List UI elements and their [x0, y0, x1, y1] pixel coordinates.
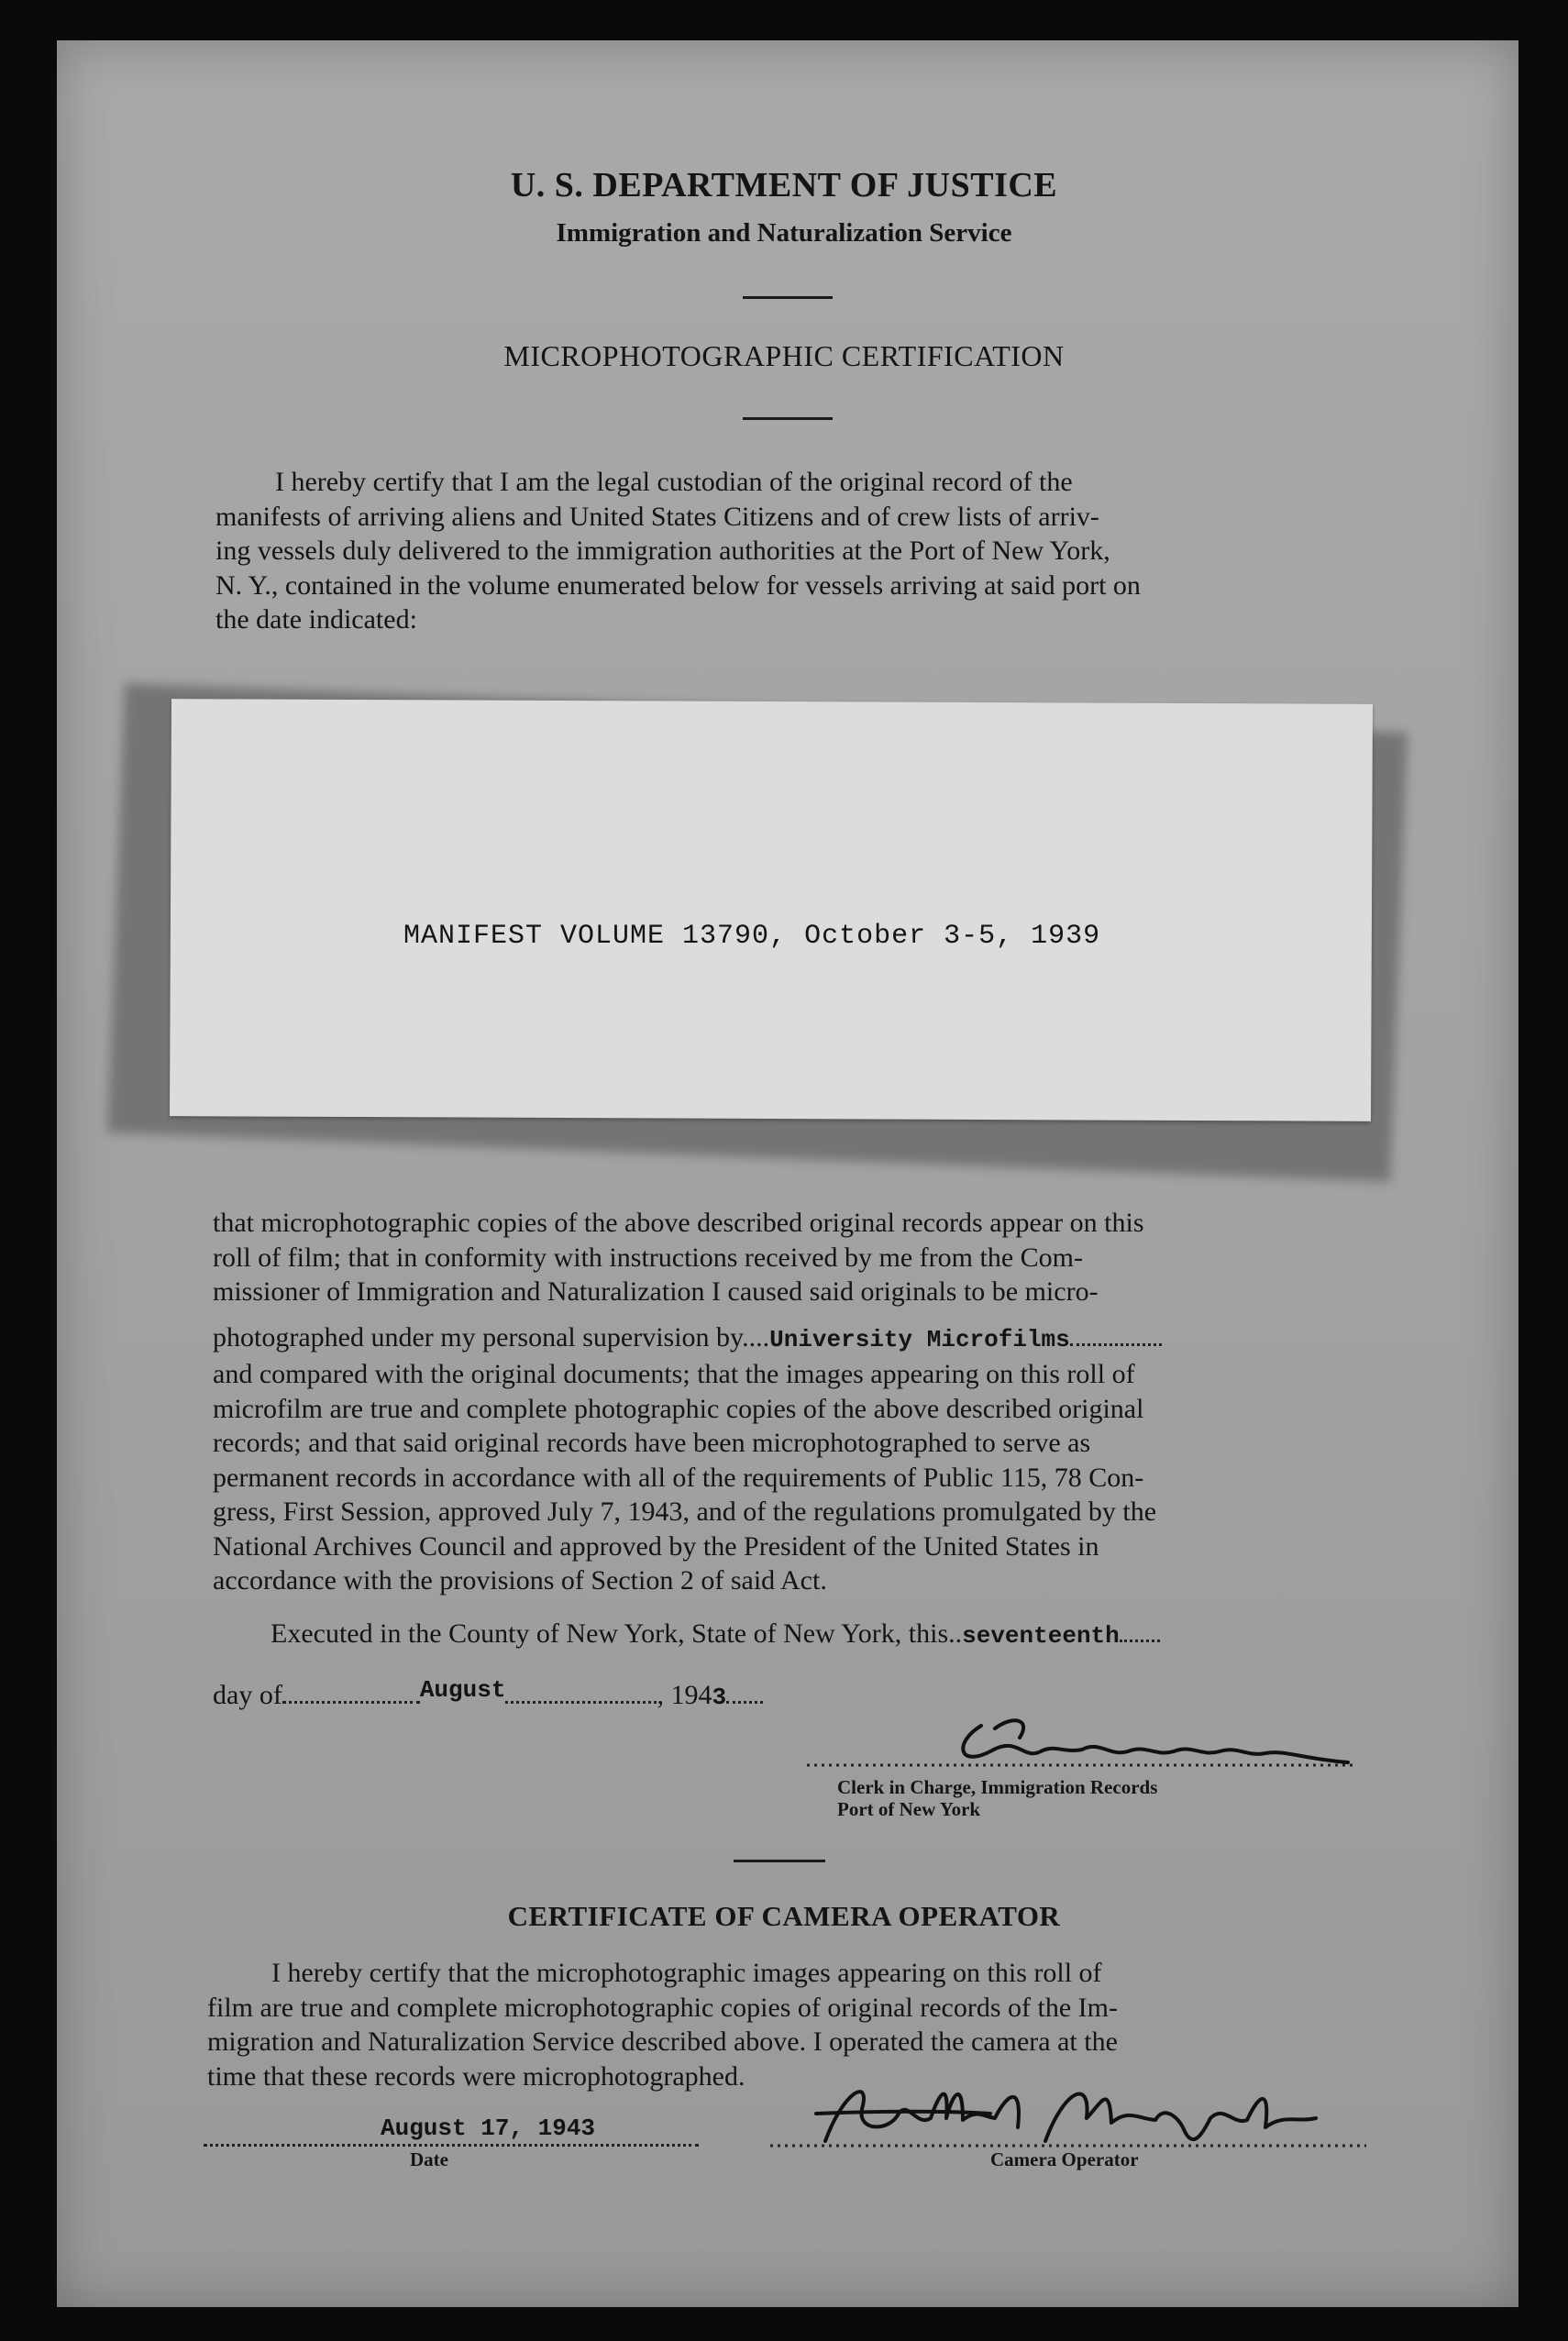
intro-line: I hereby certify that I am the legal custodian of the original record of the	[275, 467, 1073, 497]
executed-dots	[1120, 1636, 1160, 1642]
body-line: roll of film; that in conformity with instructions received by me from the Com-	[213, 1242, 1083, 1273]
intro-line: N. Y., contained in the volume enumerated below for vessels arriving at said port on	[215, 569, 1141, 601]
body-line: records; and that said original records have been microphotographed to serve as	[213, 1428, 1091, 1458]
supervision-prefix: photographed under my personal supervision by....	[213, 1321, 770, 1353]
executed-line	[271, 1618, 1160, 1650]
body-line: and compared with the original documents; that the images appearing on this roll of	[213, 1359, 1135, 1389]
title-divider	[743, 417, 833, 420]
year-digit: 3	[712, 1684, 727, 1711]
month-dots-left	[282, 1697, 420, 1704]
body-paragraph	[213, 1206, 1364, 1598]
camera-line: I hereby certify that the microphotographic images appearing on this roll of	[271, 1958, 1102, 1988]
department-heading: U. S. DEPARTMENT OF JUSTICE	[510, 166, 1058, 204]
executed-month: August	[419, 1676, 506, 1704]
clerk-port: Port of New York	[837, 1798, 981, 1820]
supervision-name: University Microfilms	[769, 1325, 1070, 1353]
camera-line: film are true and complete microphotographic copies of original records of the Im-	[207, 1992, 1118, 2023]
intro-line: the date indicated:	[215, 604, 417, 635]
body-line: permanent records in accordance with all of the requirements of Public 115, 78 Con-	[213, 1462, 1144, 1493]
executed-prefix: Executed in the County of New York, State of New York, this..	[271, 1618, 963, 1649]
intro-line: manifests of arriving aliens and United States Citizens and of crew lists of arriv-	[215, 501, 1099, 532]
intro-paragraph	[215, 465, 1364, 637]
service-subheading: Immigration and Naturalization Service	[556, 218, 1012, 248]
camera-date-value: August 17, 1943	[381, 2115, 596, 2142]
executed-day: seventeenth	[962, 1622, 1120, 1650]
body-line: gress, First Session, approved July 7, 1943, and of the regulations promulgated by the	[213, 1496, 1157, 1527]
date-label: Date	[410, 2148, 448, 2170]
day-of-label: day of	[213, 1680, 282, 1710]
section-divider	[734, 1860, 825, 1862]
year-prefix: , 194	[657, 1680, 712, 1710]
manifest-volume-text: MANIFEST VOLUME 13790, October 3-5, 1939	[403, 921, 1101, 952]
intro-line: ing vessels duly delivered to the immigration authorities at the Port of New York,	[215, 536, 1110, 566]
header-divider	[743, 296, 833, 299]
clerk-signature	[807, 1696, 1357, 1779]
clerk-title: Clerk in Charge, Immigration Records	[837, 1776, 1158, 1798]
supervision-line	[213, 1320, 1364, 1358]
camera-operator-signature	[770, 2063, 1366, 2155]
body-line: National Archives Council and approved by the President of the United States in	[213, 1530, 1099, 1562]
body-line: missioner of Immigration and Naturalization I caused said originals to be micro-	[213, 1276, 1099, 1307]
body-line: accordance with the provisions of Section 2 of said Act.	[213, 1565, 827, 1596]
camera-operator-label: Camera Operator	[990, 2148, 1139, 2170]
certification-title: MICROPHOTOGRAPHIC CERTIFICATION	[503, 339, 1065, 372]
year-dots	[726, 1697, 763, 1704]
body-line: that microphotographic copies of the above described original records appear on this	[213, 1208, 1144, 1238]
camera-certificate-title: CERTIFICATE OF CAMERA OPERATOR	[507, 1900, 1061, 1932]
camera-line: migration and Naturalization Service described above. I operated the camera at the	[207, 2026, 1118, 2057]
body-line: microfilm are true and complete photographic copies of the above described original	[213, 1393, 1144, 1424]
supervision-dots	[1070, 1340, 1162, 1346]
manifest-slip	[170, 699, 1373, 1121]
day-of-line	[213, 1676, 763, 1711]
camera-line: time that these records were microphotographed.	[207, 2060, 745, 2092]
month-dots-right	[505, 1697, 657, 1704]
